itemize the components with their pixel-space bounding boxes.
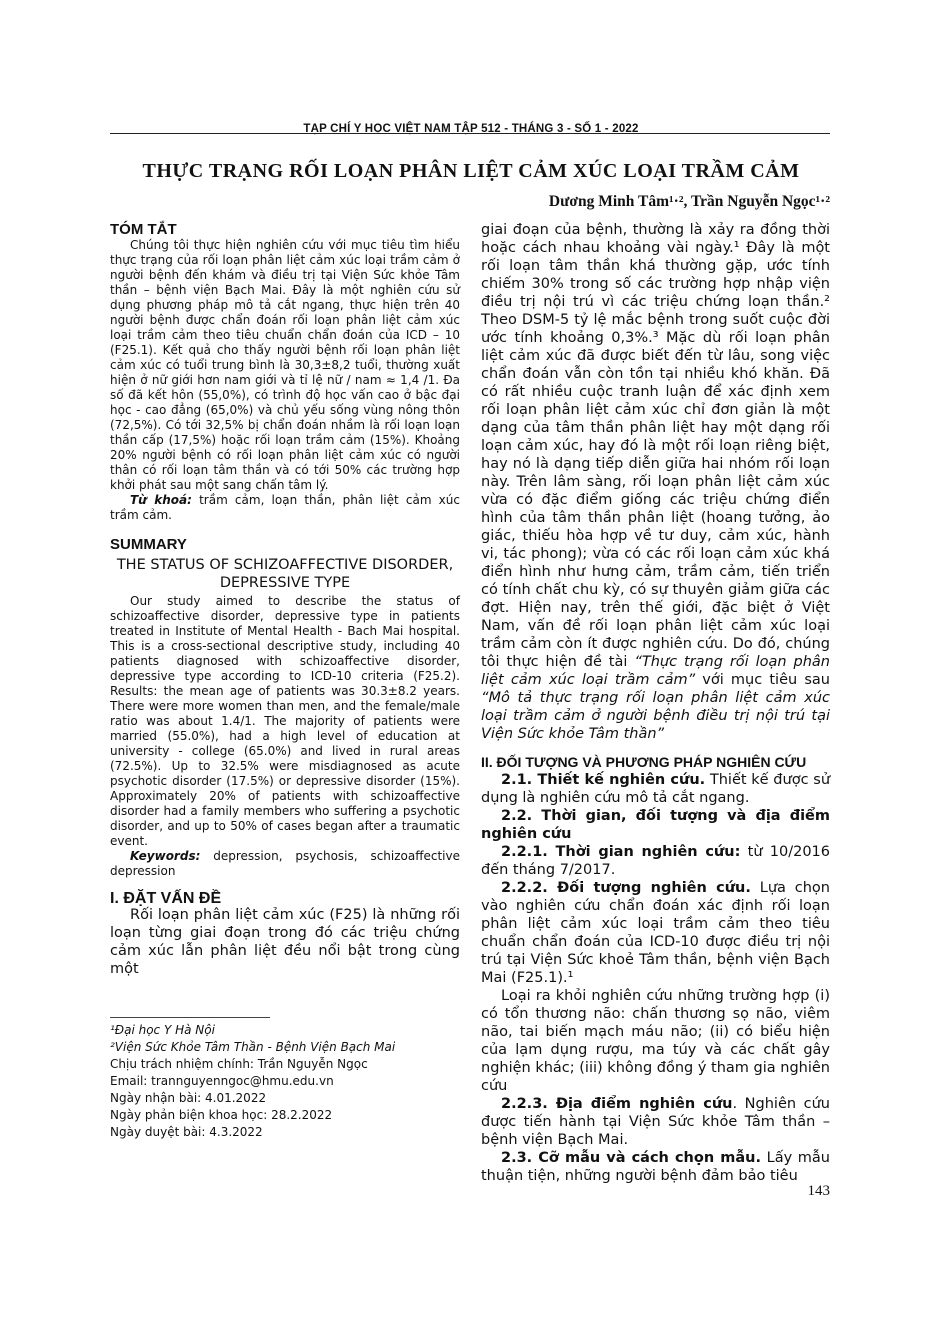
section2-p6 <box>481 1095 830 1149</box>
abstract-heading: TÓM TẮT <box>110 221 177 238</box>
section1-right-italic2: “Mô tả thực trạng rối loạn phân liệt cảm xúc loại trầm cảm ở người bệnh điều trị nội trú tại Viện Sức khỏe Tâm thần” <box>481 690 830 742</box>
date-accepted: Ngày duyệt bài: 4.3.2022 <box>110 1125 263 1139</box>
email: Email: trannguyenngoc@hmu.edu.vn <box>110 1074 334 1088</box>
summary-text: Our study aimed to describe the status of schizoaffective disorder, depressive type in patients treated in Institute of Mental Health - Bach Mai hospital. This is a cross-sectional descriptive study, including 40 patients diagnosed with schizoaffective disorder, depressive type according to ICD-10 criteria (F25.2). Results: the mean age of patients was 30.3±8.2 years. There were more women than men, and the female/male ratio was about 1.4/1. The majority of patients were married (55.0%), had a high level of education at university - college (65.0%) and lived in rural areas (72.5%). Up to 32.5% were misdiagnosed as acute psychotic disorder (17.5%) or depressive disorder (15%). Approximately 20% of patients with schizoaffective disorder had a family members who suffering a psychotic disorder, and up to 50% of cases began after a traumatic event. <box>110 594 460 848</box>
abstract-keywords <box>110 493 460 523</box>
section2-p6-label: 2.2.3. Địa điểm nghiên cứu <box>501 1096 733 1112</box>
header-rule <box>110 133 830 134</box>
article-authors: Dương Minh Tâm¹·², Trần Nguyễn Ngọc¹·² <box>548 193 830 210</box>
section2-p5: Loại ra khỏi nghiên cứu những trường hợp (i) có tổn thương não: chấn thương sọ não, viêm não, tai biến mạch máu não; (ii) có biểu hiện của lạm dụng rượu, ma túy và các chất gây nghiện khác; (iii) không đồng ý tham gia nghiên cứu <box>481 988 830 1094</box>
section2-p1-text: Thiết kế được sử dụng là nghiên cứu mô tả cắt ngang. <box>481 772 831 806</box>
section2-p2-label: 2.2. Thời gian, đối tượng và địa điểm nghiên cứu <box>481 808 830 842</box>
summary-keywords-text: depression, psychosis, schizoaffective depression <box>110 849 460 878</box>
footnote-rule <box>110 1017 270 1018</box>
section2-heading: II. ĐỐI TƯỢNG VÀ PHƯƠNG PHÁP NGHIÊN CỨU <box>481 754 807 770</box>
keywords-label: Từ khoá: <box>130 493 192 507</box>
section2-p6-text: . Nghiên cứu được tiến hành tại Viện Sức khỏe Tâm thần – bệnh viện Bạch Mai. <box>481 1096 830 1148</box>
affiliation-1: ¹Đại học Y Hà Nội <box>110 1023 215 1037</box>
section2-p3-text: từ 10/2016 đến tháng 7/2017. <box>481 844 830 878</box>
article-title: THỰC TRẠNG RỐI LOẠN PHÂN LIỆT CẢM XÚC LOẠI TRẦM CẢM <box>142 160 800 182</box>
summary-keywords <box>110 849 460 879</box>
section2-p7-label: 2.3. Cỡ mẫu và cách chọn mẫu. <box>501 1150 761 1166</box>
section2-p1-label: 2.1. Thiết kế nghiên cứu. <box>501 772 706 788</box>
date-received: Ngày nhận bài: 4.01.2022 <box>110 1091 267 1105</box>
footnotes <box>110 1022 460 1141</box>
section2-p7 <box>481 1149 830 1185</box>
section1-right-part2: với mục tiêu sau <box>695 672 830 688</box>
section1-right-part1: giai đoạn của bệnh, thường là xảy ra đồng thời hoặc cách nhau khoảng vài ngày.¹ Đây là một rối loạn tâm thần khá thường gặp, ước tính chiếm 30% trong số các trường hợp nhập viện điều trị nội trú vì các triệu chứng loạn thần.² Theo DSM-5 tỷ lệ mắc bệnh trong suốt cuộc đời ước tính khoảng 0,3%.³ Mặc dù rối loạn phân liệt cảm xúc đã được biết đến từ lâu, song việc chẩn đoán vẫn còn tồn tại nhiều khó khăn. Đã có rất nhiều cuộc tranh luận để xác định xem rối loạn phân liệt cảm xúc chỉ đơn giản là một dạng của tâm thần phân liệt hay một dạng rối loạn cảm xúc, hay đó là một rối loạn riêng biệt, hay nó là dạng tiếp diễn giữa hai nhóm rối loạn này. Trên lâm sàng, rối loạn phân liệt cảm xúc vừa có đặc điểm giống các triệu chứng điển hình của tâm thần phân liệt (hoang tưởng, ảo giác, thiếu hòa hợp về tư duy, cảm xúc, hành vi, tác phong); vừa có các rối loạn cảm xúc khá điển hình như hưng cảm, trầm cảm, tiến triển có tính chất chu kỳ, có sự thuyên giảm giữa các đợt. Hiện nay, trên thế giới, đặc biệt ở Việt Nam, vấn đề rối loạn phân liệt cảm xúc loại trầm cảm còn ít được nghiên cứu. Do đó, chúng tôi thực hiện đề tài <box>481 222 830 670</box>
date-reviewed: Ngày phản biện khoa học: 28.2.2022 <box>110 1108 333 1122</box>
section2-p4-label: 2.2.2. Đối tượng nghiên cứu. <box>501 880 751 896</box>
section1-text-left: Rối loạn phân liệt cảm xúc (F25) là những rối loạn từng giai đoạn trong đó các triệu chứng cảm xúc lẫn phân liệt đều nổi bật trong cùng một <box>110 907 460 977</box>
summary-keywords-label: Keywords: <box>130 849 201 863</box>
keywords-text: trầm cảm, loạn thần, phân liệt cảm xúc trầm cảm. <box>110 493 460 522</box>
affiliation-2: ²Viện Sức Khỏe Tâm Thần - Bệnh Viện Bạch Mai <box>110 1040 396 1054</box>
journal-header: TẠP CHÍ Y HỌC VIỆT NAM TẬP 512 - THÁNG 3 - SỐ 1 - 2022 <box>303 123 639 135</box>
abstract-text: Chúng tôi thực hiện nghiên cứu với mục tiêu tìm hiểu thực trạng của rối loạn phân liệt cảm xúc loại trầm cảm ở người bệnh đến khám và điều trị tại Viện Sức khỏe Tâm thần – bệnh viện Bạch Mai. Đây là một nghiên cứu sử dụng phương pháp mô tả cắt ngang, thực hiện trên 40 người bệnh được chẩn đoán rối loạn phân liệt cảm xúc loại trầm cảm theo tiêu chuẩn chẩn đoán của ICD – 10 (F25.1). Kết quả cho thấy người bệnh rối loạn phân liệt cảm xúc có tuổi trung bình là 30,3±8,2 tuổi, thường xuất hiện ở nữ giới hơn nam giới và tỉ lệ nữ / nam ≈ 1,4 /1. Đa số đã kết hôn (55,0%), có trình độ học vấn cao ở bậc đại học - cao đẳng (65,0%) và chủ yếu sống vùng nông thôn (72,5%). Có tới 32,5% bị chẩn đoán nhầm là rối loạn loạn thần cấp (17,5%) hoặc rối loạn trầm cảm (15%). Khoảng 20% người bệnh có rối loạn phân liệt cảm xúc có người thân có rối loạn tâm thần và có tới 50% các trường hợp khởi phát sau một sang chấn tâm lý. <box>110 238 460 492</box>
left-column <box>110 222 460 978</box>
summary-title: THE STATUS OF SCHIZOAFFECTIVE DISORDER, DEPRESSIVE TYPE <box>116 557 454 591</box>
section2-p7-text: Lấy mẫu thuận tiện, những người bệnh đảm bảo tiêu <box>481 1150 830 1184</box>
section2-p3-label: 2.2.1. Thời gian nghiên cứu: <box>501 844 741 860</box>
section2-p4-text: Lựa chọn vào nghiên cứu chẩn đoán xác định rối loạn phân liệt cảm xúc loại trầm cảm theo tiêu chuẩn chẩn đoán của ICD-10 được điều trị nội trú tại Viện Sức khoẻ Tâm thần, bệnh viện Bạch Mai (F25.1).¹ <box>481 880 830 986</box>
summary-heading: SUMMARY <box>110 536 187 553</box>
page-number: 143 <box>807 1183 830 1199</box>
section2-p2 <box>481 807 830 843</box>
section1-right-italic: “Thực trạng rối loạn phân liệt cảm xúc loại trầm cảm” <box>481 654 830 688</box>
section2-p4 <box>481 879 830 987</box>
right-column <box>481 221 830 1185</box>
corresponding-author: Chịu trách nhiệm chính: Trần Nguyễn Ngọc <box>110 1057 368 1071</box>
section2-p1 <box>481 771 830 807</box>
section1-heading: I. ĐẶT VẤN ĐỀ <box>110 890 222 907</box>
section2-p3 <box>481 843 830 879</box>
section1-text-right <box>481 221 830 743</box>
